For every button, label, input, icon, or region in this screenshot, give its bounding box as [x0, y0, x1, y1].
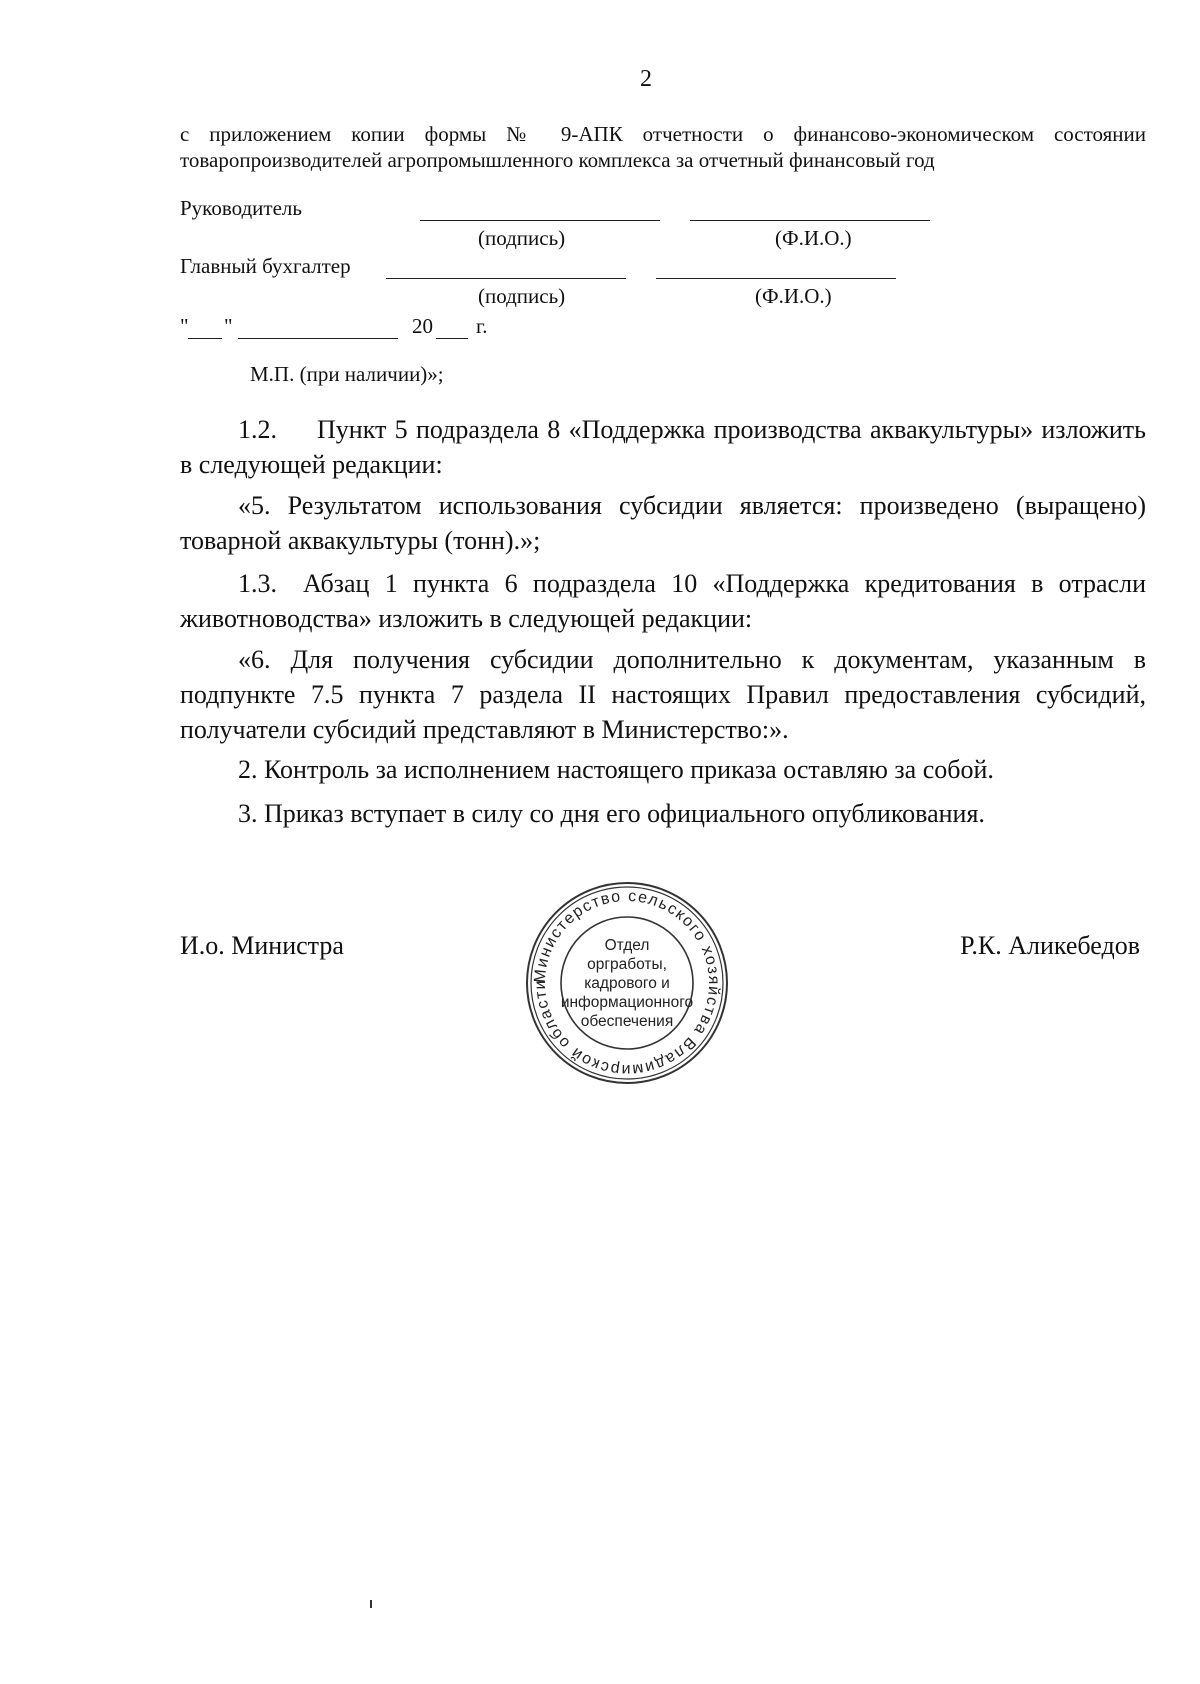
item-1-2-quote: «5. Результатом использования субсидии является: произведено (выращено) товарной аквакультуры (тонн).»; [180, 491, 1146, 555]
accountant-name-caption: (Ф.И.О.) [755, 284, 832, 308]
scan-speck [370, 1600, 372, 1608]
signatory-name: Р.К. Аликебедов [960, 931, 1140, 960]
seal-note: М.П. (при наличии)»; [250, 362, 444, 386]
accountant-signature-line [386, 278, 626, 279]
form-text-line-2: товаропроизводителей агропромышленного комплекса за отчетный финансовый год [180, 148, 935, 172]
accountant-label: Главный бухгалтер [180, 254, 351, 278]
item-1-3-number: 1.3. [238, 569, 277, 598]
date-year: 20 [412, 314, 433, 338]
item-1-2-number: 1.2. [238, 415, 277, 444]
stamp-line: обеспечения [580, 1012, 674, 1030]
date-year-suffix: г. [476, 314, 488, 338]
date-quote-close: " [224, 314, 233, 338]
date-day-line [188, 338, 222, 339]
item-1-2 [180, 412, 1146, 482]
head-signature-caption: (подпись) [478, 226, 566, 250]
page-number: 2 [640, 66, 652, 92]
signatory-position: И.о. Министра [180, 931, 344, 960]
accountant-name-line [656, 278, 896, 279]
item-1-3-text: Абзац 1 пункта 6 подраздела 10 «Поддержка кредитования в отрасли животноводства» изложить в следующей редакции: [180, 569, 1146, 633]
item-1-3 [180, 566, 1146, 636]
stamp-ring-text: Министерство сельского хозяйства Владимирской области [531, 887, 723, 1079]
date-year-line [436, 338, 468, 339]
form-text-line-1: с приложением копии формы № 9-АПК отчетности о финансово-экономическом состоянии [180, 122, 1146, 146]
item-3: 3. Приказ вступает в силу со дня его официального опубликования. [238, 799, 985, 828]
official-stamp [522, 878, 732, 1088]
stamp-line: оргработы, [587, 955, 667, 973]
date-quote-open: " [180, 314, 189, 338]
accountant-signature-caption: (подпись) [478, 284, 566, 308]
stamp-center-text [522, 878, 732, 1088]
item-1-3-quote: «6. Для получения субсидии дополнительно к документам, указанным в подпункте 7.5 пункта 7 раздела II настоящих Правил предоставления субсидий, получатели субсидий представляют в Министерство:». [180, 645, 1146, 744]
item-1-2-text: Пункт 5 подраздела 8 «Поддержка производства аквакультуры» изложить в следующей редакции: [180, 415, 1146, 479]
stamp-line: кадрового и [584, 974, 670, 992]
item-2: 2. Контроль за исполнением настоящего приказа оставляю за собой. [238, 755, 994, 784]
stamp-line: Отдел [604, 936, 650, 954]
head-name-line [690, 220, 930, 221]
head-name-caption: (Ф.И.О.) [775, 226, 852, 250]
date-month-line [238, 338, 398, 339]
stamp-line: информационного [560, 993, 694, 1011]
head-label: Руководитель [180, 196, 302, 220]
head-signature-line [420, 220, 660, 221]
